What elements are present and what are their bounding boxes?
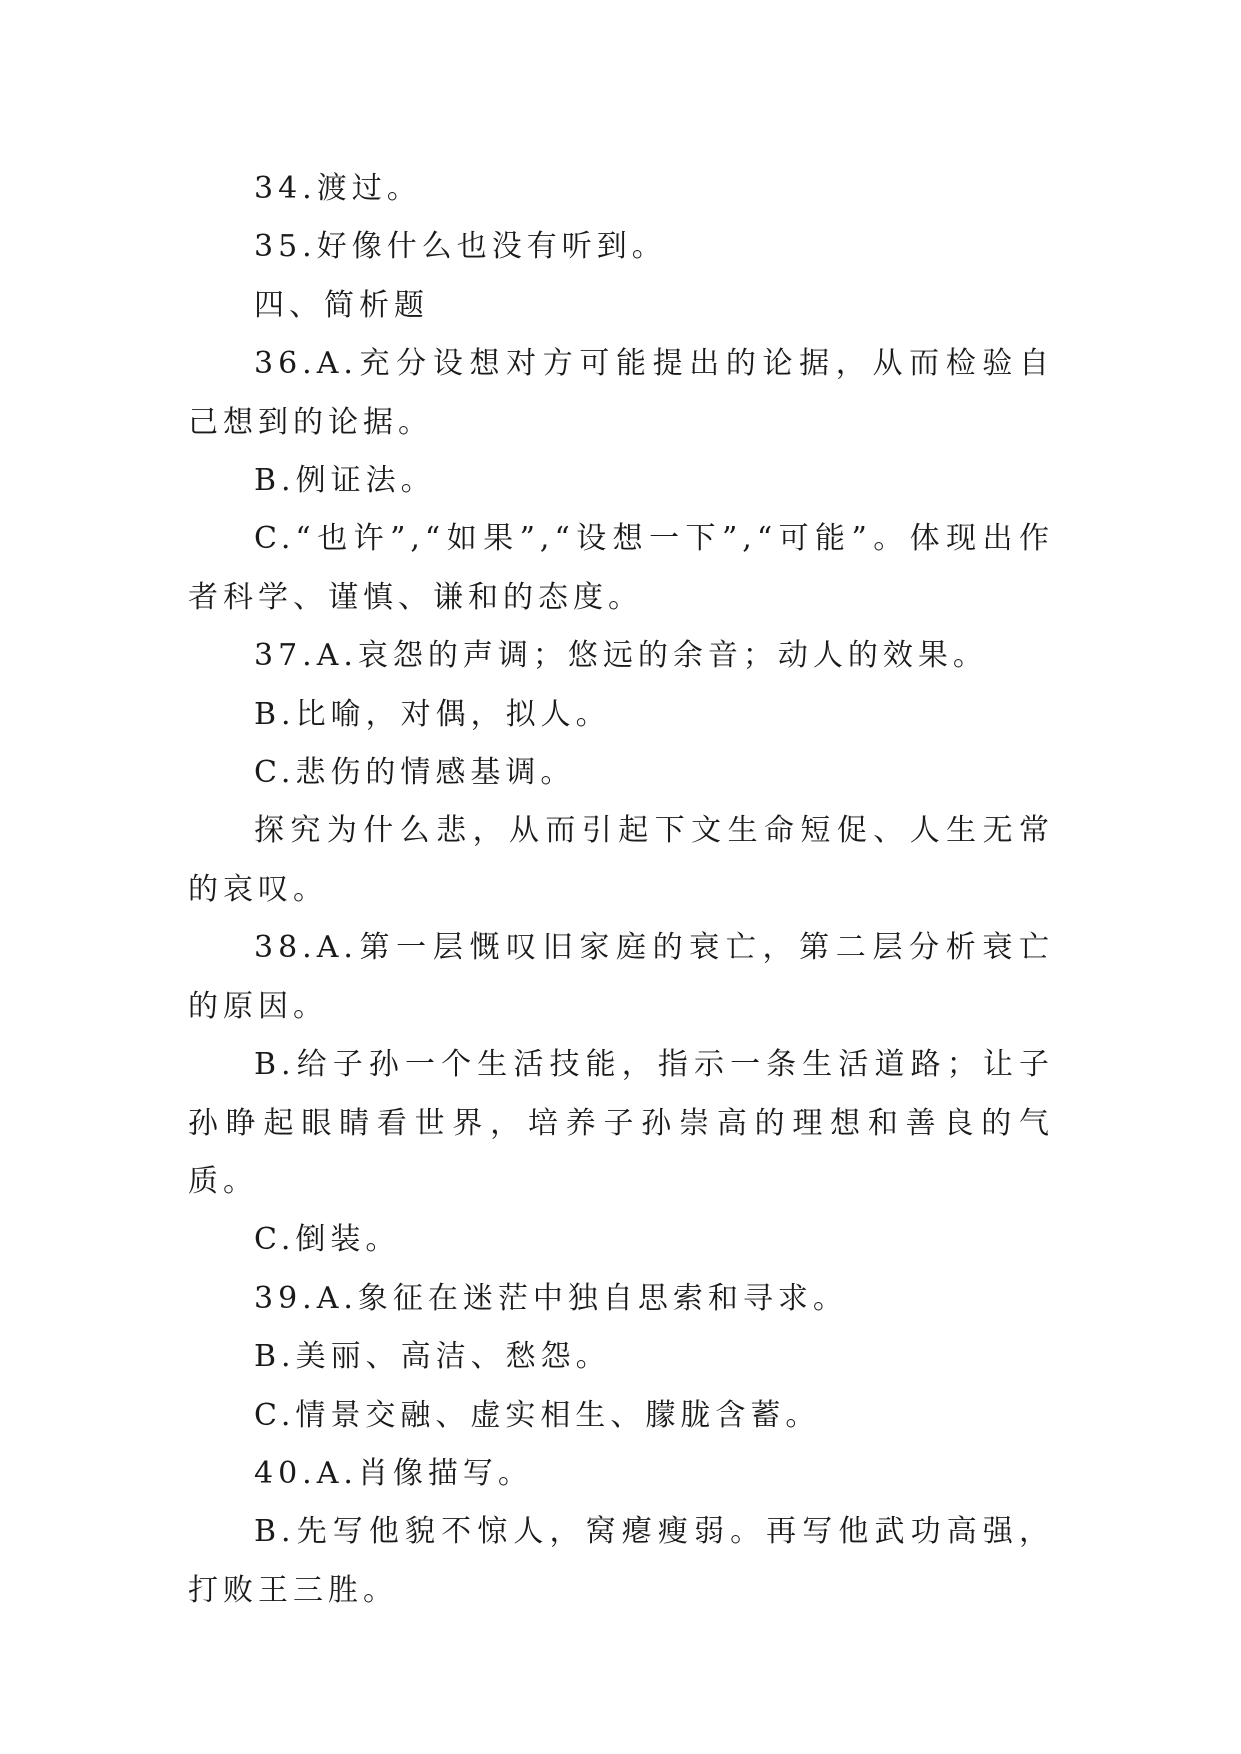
answer-40-b: B.先写他貌不惊人，窝瘪瘦弱。再写他武功高强，打败王三胜。 — [188, 1514, 1054, 1608]
answer-39-c: C.情景交融、虚实相生、朦胧含蓄。 — [254, 1397, 821, 1433]
answer-39-b: B.美丽、高洁、愁怨。 — [254, 1339, 611, 1375]
answer-37-c-continued: 探究为什么悲，从而引起下文生命短促、人生无常的哀叹。 — [188, 813, 1054, 907]
answer-36-c: C.“也许”,“如果”,“设想一下”,“可能”。体现出作者科学、谨慎、谦和的态度。 — [188, 521, 1054, 615]
answer-37-a: 37.A.哀怨的声调；悠远的余音；动人的效果。 — [254, 638, 988, 674]
answer-35: 35.好像什么也没有听到。 — [254, 229, 667, 265]
answer-40-a: 40.A.肖像描写。 — [254, 1455, 533, 1491]
answer-38-c: C.倒装。 — [254, 1222, 401, 1258]
answer-36-b: B.例证法。 — [254, 463, 436, 499]
section-heading: 四、简析题 — [254, 287, 429, 323]
answer-37-c: C.悲伤的情感基调。 — [254, 755, 576, 791]
answer-38-b: B.给子孙一个生活技能，指示一条生活道路；让子孙睁起眼睛看世界，培养子孙崇高的理想和善良的气质。 — [188, 1047, 1054, 1199]
answer-36-a: 36.A.充分设想对方可能提出的论据，从而检验自己想到的论据。 — [188, 346, 1054, 440]
answer-38-a: 38.A.第一层慨叹旧家庭的衰亡，第二层分析衰亡的原因。 — [188, 930, 1054, 1024]
document-page — [188, 160, 1054, 1620]
answer-39-a: 39.A.象征在迷茫中独自思索和寻求。 — [254, 1280, 848, 1316]
answer-34: 34.渡过。 — [254, 171, 422, 206]
answer-37-b: B.比喻，对偶，拟人。 — [254, 696, 611, 732]
